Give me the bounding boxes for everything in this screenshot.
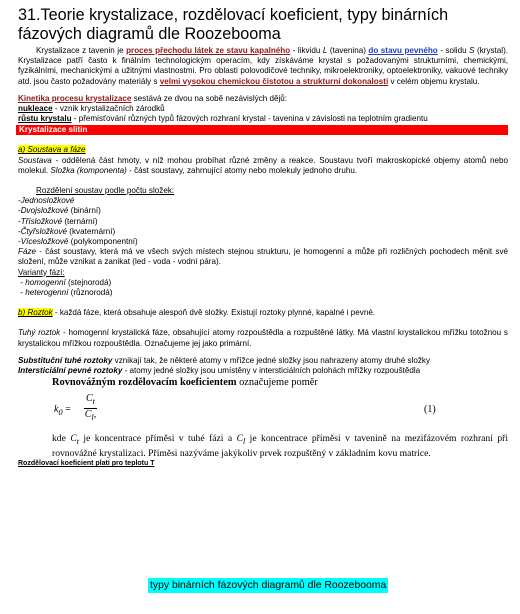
- link-kinetika[interactable]: Kinetika procesu krystalizace: [18, 93, 132, 103]
- equation-number: (1): [424, 404, 436, 416]
- equation-k0: [18, 389, 508, 433]
- list-item: -Dvojsložkové (binární): [18, 206, 101, 216]
- footer-highlight-bar: typy binárních fázových diagramů dle Roozebooma: [150, 580, 387, 591]
- soustava-paragraph: Soustava - oddělená část hmoty, v níž mohou probíhat různé změny a reakce. Soustavu tvoří makroskopické objemy atomů nebo molekul. Složka (komponenta) - část soustavy, zahrnující atomy nebo molekuly jednoho druhu.: [18, 155, 508, 175]
- list-item: -Čtyřsložkové (kvaternární): [18, 226, 116, 236]
- formula-explanation: kde $C_t$ je koncentrace příměsi v tuhé fázi a $C_l$ je koncentrace příměsi v tavenině na mezifázovém rozhraní při rovnovážné krystalizaci. Příměsi nazýváme jakýkoliv prvek rozpuštěný v základním kovu matrice.: [52, 433, 508, 459]
- link-do-stavu-pevneho[interactable]: do stavu pevného: [368, 46, 438, 55]
- roztok-line: b) Roztok - každá fáze, která obsahuje alespoň dvě složky. Existují roztoky plynné, kapalné i pevné.: [18, 308, 376, 318]
- list-item: -Jednosložkové: [18, 196, 75, 206]
- list-item: - heterogenní (různorodá): [18, 288, 113, 298]
- substitucni-line: Substituční tuhé roztoky vznikají tak, že některé atomy v mřížce jedné složky jsou nahrazeny atomy druhé složky: [18, 355, 431, 365]
- k0-symbol: $k_0$ =: [54, 404, 71, 418]
- formula-title: Rovnovážným rozdělovacím koeficientem označujeme poměr: [52, 377, 318, 389]
- list-item: - homogenní (stejnorodá): [18, 277, 112, 287]
- intersticialni-line: Intersticiální pevné roztoky - atomy jedné složky jsou umístěny v intersticiálních polohách mřížky rozpouštědla: [18, 366, 421, 376]
- intro-paragraph: Krystalizace z tavenin je proces přechodu látek ze stavu kapalného - likvidu L (tavenina) do stavu pevného - solidu S (krystal). Krystalizace patří často k finálním technologickým operacím, kdy získáváme krystal s požadovanými strukturními, chemickými, fyzikálními, mechanickými a užitnými vlastnostmi. Pro oblasti polovodičové techniky, mikroelektroniky, optoelektroniky, vakuové techniky atd. jsou často požadovány materiály s velmi vysokou chemickou čistotou a strukturní dokonalostí v celém objemu krystalu.: [18, 46, 509, 86]
- list-item: -Vícesložkové (polykomponentní): [18, 237, 138, 247]
- tuhy-roztok-paragraph: Tuhý roztok - homogenní krystalická fáze, obsahující atomy rozpouštědla a rozpuštěné látky. Má vlastní krystalickou mřížku totožnou s krystalickou mřížkou rozpouštědla. Označujeme jej jako primární.: [18, 328, 508, 348]
- faze-paragraph: Fáze - část soustavy, která má ve všech svých místech stejnou strukturu, je homogenní a může při rozličných pochodech měnit své složení, může vznikat a zanikat (led - voda - vodní pára).: [18, 247, 508, 267]
- kinetika-line: Kinetika procesu krystalizace sestává ze dvou na sobě nezávislých dějů:: [18, 93, 288, 103]
- soustava-heading: a) Soustava a fáze: [18, 145, 86, 155]
- link-vysoka-cistota[interactable]: velmi vysokou chemickou čistotou a strukturní dokonalostí: [159, 76, 389, 86]
- section-bar-krystalizace-slitin: Krystalizace slitin: [16, 125, 508, 135]
- note-line: Rozdělovací koeficient platí pro teplotu T: [18, 460, 155, 468]
- page-title: 31.Teorie krystalizace, rozdělovací koeficient, typy binárních fázových diagramů dle Roozebooma: [18, 6, 449, 43]
- varianty-heading: Varianty fází:: [18, 267, 65, 277]
- rozdeleni-heading: Rozdělení soustav podle počtu složek:: [36, 186, 175, 196]
- document-page: [0, 6, 520, 614]
- link-proces-prechodu[interactable]: proces přechodu látek ze stavu kapalného: [126, 46, 291, 55]
- rust-line: růstu krystalu - přemisťování různých typů fázových rozhraní krystal - tavenina v závislosti na teplotním gradientu: [18, 114, 428, 124]
- list-item: -Třísložkové (ternární): [18, 216, 98, 226]
- nukleace-line: nukleace - vznik krystalizačních zárodků: [18, 104, 165, 114]
- fraction: $\frac{C_t}{C_l,}$: [84, 393, 97, 423]
